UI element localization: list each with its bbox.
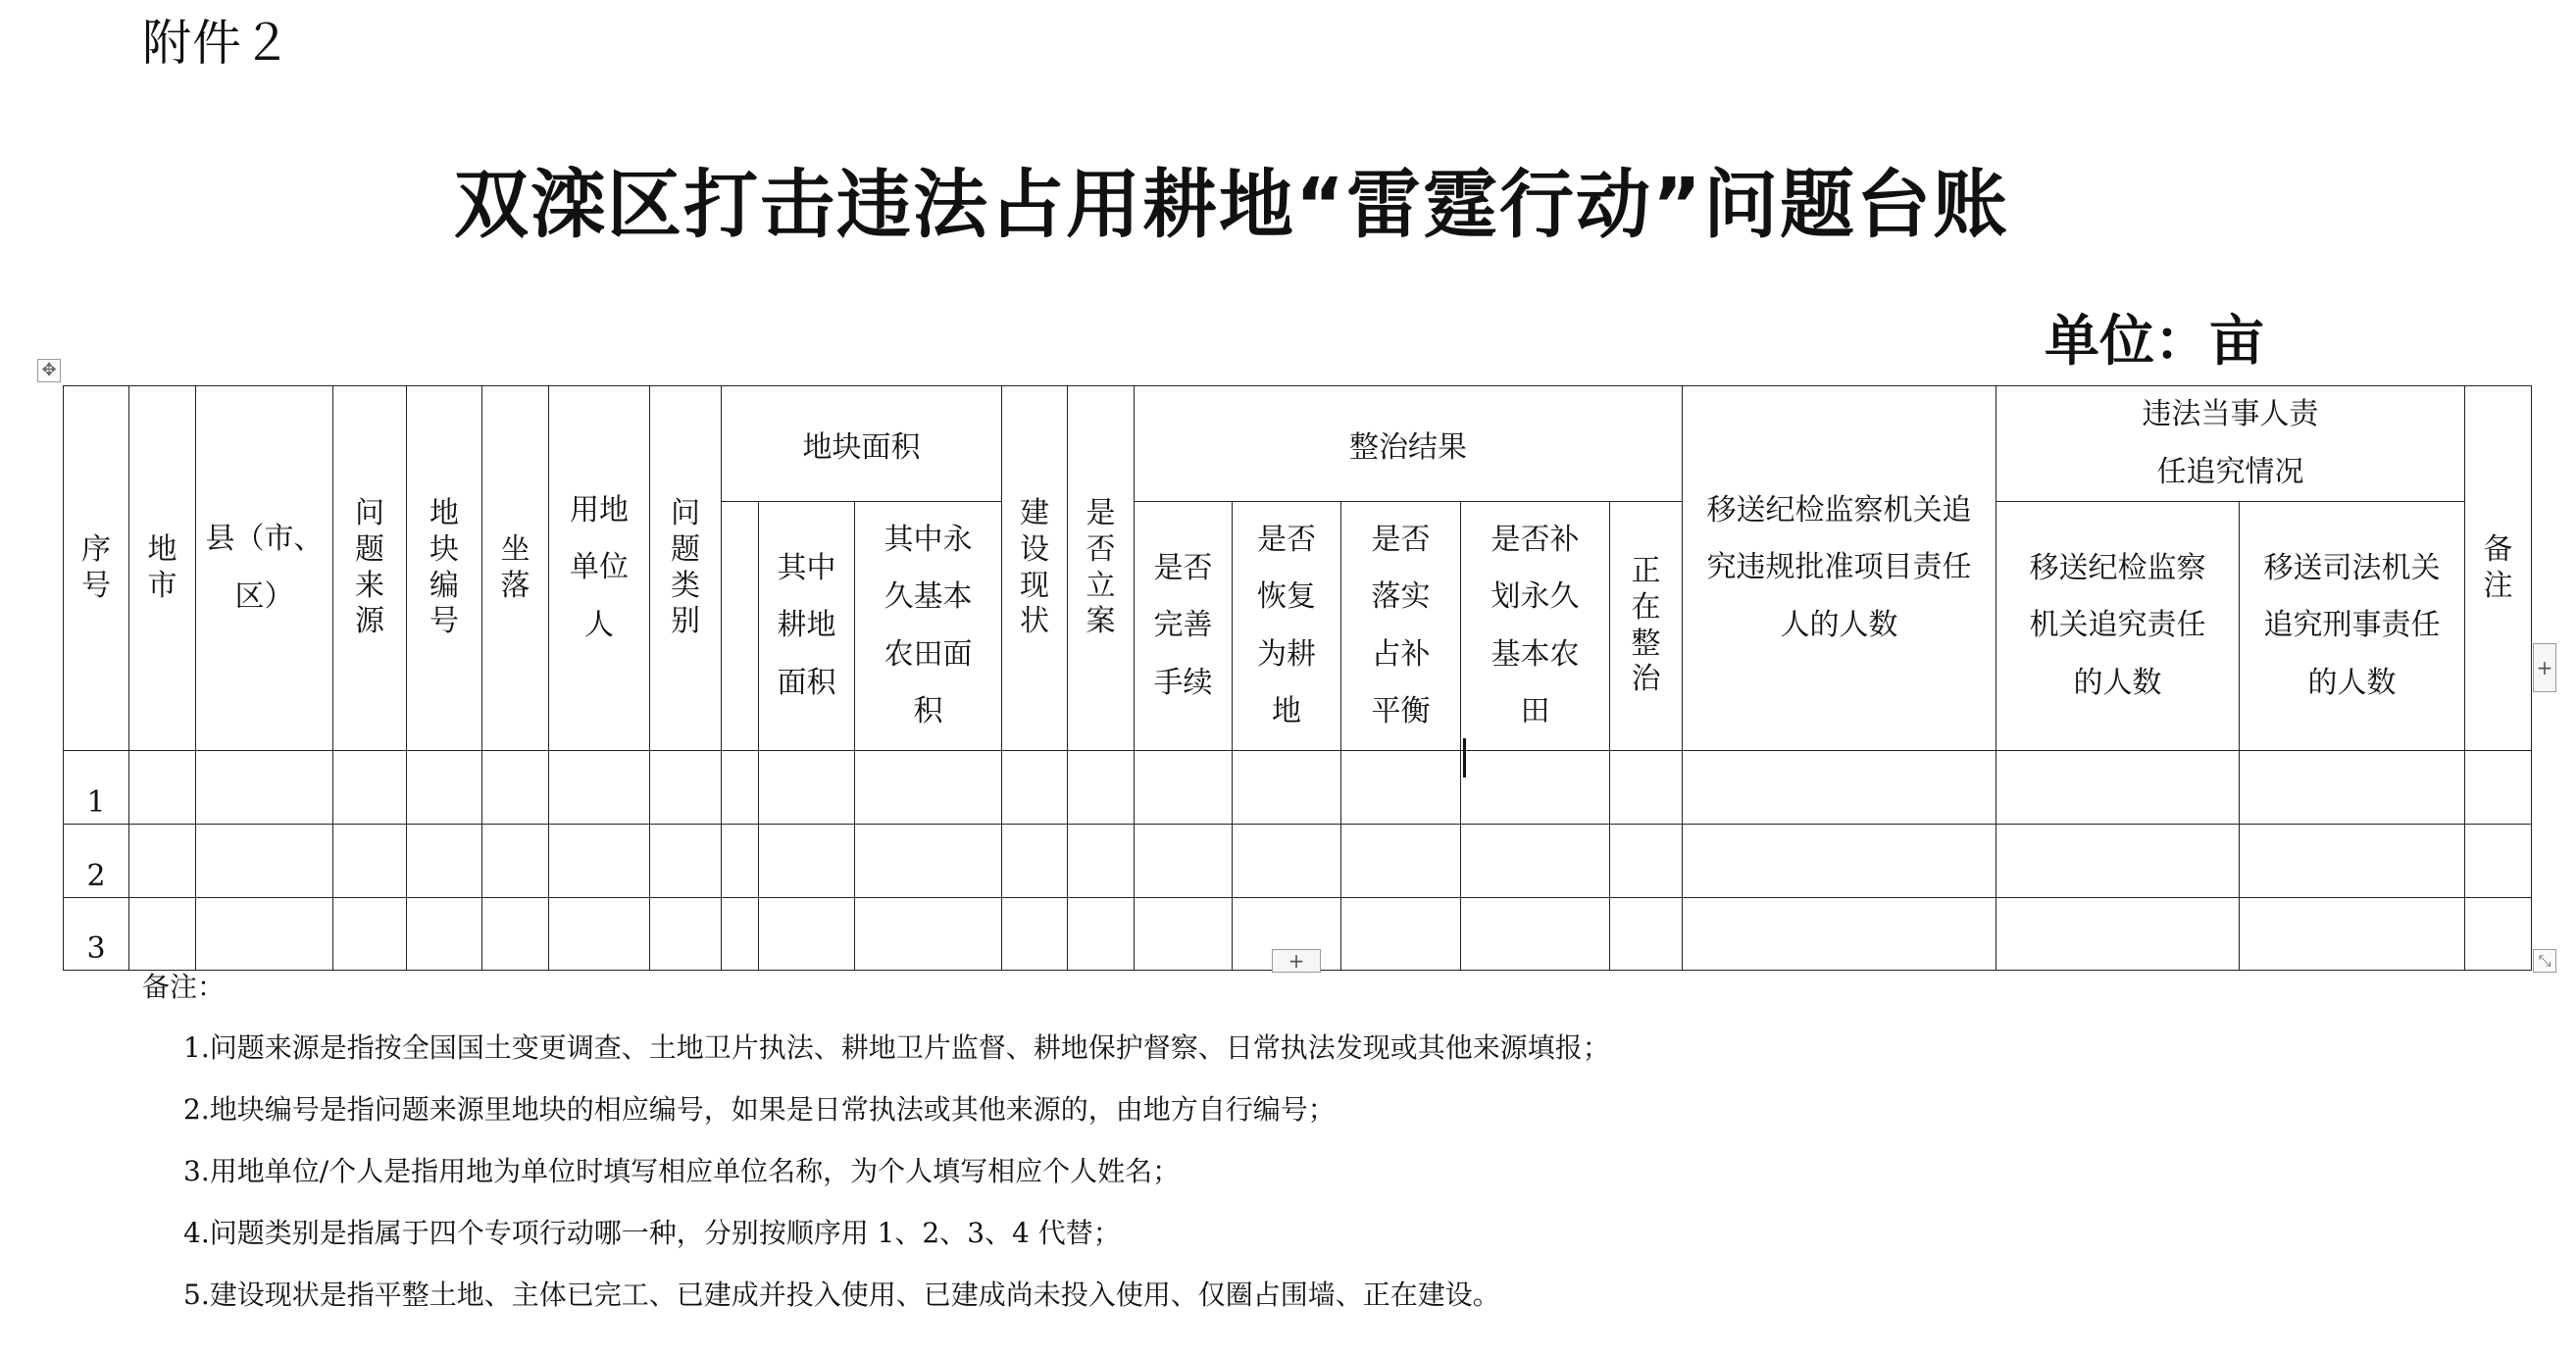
note-item: 2.地块编号是指问题来源里地块的相应编号，如果是日常执法或其他来源的，由地方自行编号； (183, 1093, 1336, 1126)
header-transfer-approval: 移送纪检监察机关追究违规批准项目责任人的人数 (1683, 386, 1996, 751)
header-remarks: 备注 (2465, 386, 2532, 751)
header-city: 地市 (129, 386, 196, 751)
header-location: 坐落 (482, 386, 549, 751)
text-cursor (1463, 738, 1466, 778)
table-row (64, 825, 2532, 898)
row-number-cell[interactable]: 1 (64, 751, 129, 825)
header-rect-balance: 是否落实占补平衡 (1341, 502, 1461, 751)
header-rectification-group: 整治结果 (1135, 386, 1683, 502)
attachment-label: 附件２ (142, 15, 292, 72)
note-item: 5.建设现状是指平整土地、主体已完工、已建成并投入使用、已建成尚未投入使用、仅圈占围墙、正在建设。 (183, 1279, 1500, 1311)
row-number-cell[interactable]: 3 (64, 898, 129, 971)
header-rect-ongoing: 正在整治 (1610, 502, 1683, 751)
add-row-button[interactable]: + (1272, 949, 1321, 973)
header-party-judicial: 移送司法机关追究刑事责任的人数 (2240, 502, 2465, 751)
unit-label: 单位：亩 (2045, 309, 2264, 374)
header-area-total (722, 502, 759, 751)
table-resize-handle-icon[interactable]: ⤡ (2533, 949, 2556, 973)
header-seq: 序号 (64, 386, 129, 751)
note-item: 1.问题来源是指按全国国土变更调查、土地卫片执法、耕地卫片监督、耕地保护督察、日常执法发现或其他来源填报； (183, 1031, 1610, 1064)
ledger-table (63, 385, 2532, 971)
header-rect-replan: 是否补划永久基本农田 (1461, 502, 1610, 751)
header-county: 县（市、区） (196, 386, 333, 751)
header-area-group: 地块面积 (722, 386, 1002, 502)
table-move-handle-icon[interactable]: ✥ (37, 359, 61, 382)
header-area-arable: 其中耕地面积 (759, 502, 855, 751)
page-title: 双滦区打击违法占用耕地“雷霆行动”问题台账 (454, 161, 2009, 248)
header-source: 问题来源 (333, 386, 407, 751)
header-status: 建设现状 (1002, 386, 1068, 751)
header-party-discipline: 移送纪检监察机关追究责任的人数 (1996, 502, 2240, 751)
note-item: 4.问题类别是指属于四个专项行动哪一种，分别按顺序用 1、2、3、4 代替； (183, 1217, 1121, 1249)
note-item: 3.用地单位/个人是指用地为单位时填写相应单位名称，为个人填写相应个人姓名； (183, 1155, 1181, 1187)
notes-section (142, 966, 1610, 1337)
notes-heading: 备注： (142, 971, 226, 1003)
header-category: 问题类别 (650, 386, 722, 751)
header-rect-restored: 是否恢复为耕地 (1233, 502, 1341, 751)
header-land-user: 用地单位人 (549, 386, 650, 751)
header-area-basic: 其中永久基本农田面积 (855, 502, 1002, 751)
add-column-button[interactable]: + (2533, 643, 2556, 692)
row-number-cell[interactable]: 2 (64, 825, 129, 898)
header-party-group: 违法当事人责任追究情况 (1996, 386, 2465, 502)
header-rect-procedures: 是否完善手续 (1135, 502, 1233, 751)
table-row (64, 751, 2532, 825)
header-plot-no: 地块编号 (407, 386, 482, 751)
header-filed: 是否立案 (1068, 386, 1135, 751)
